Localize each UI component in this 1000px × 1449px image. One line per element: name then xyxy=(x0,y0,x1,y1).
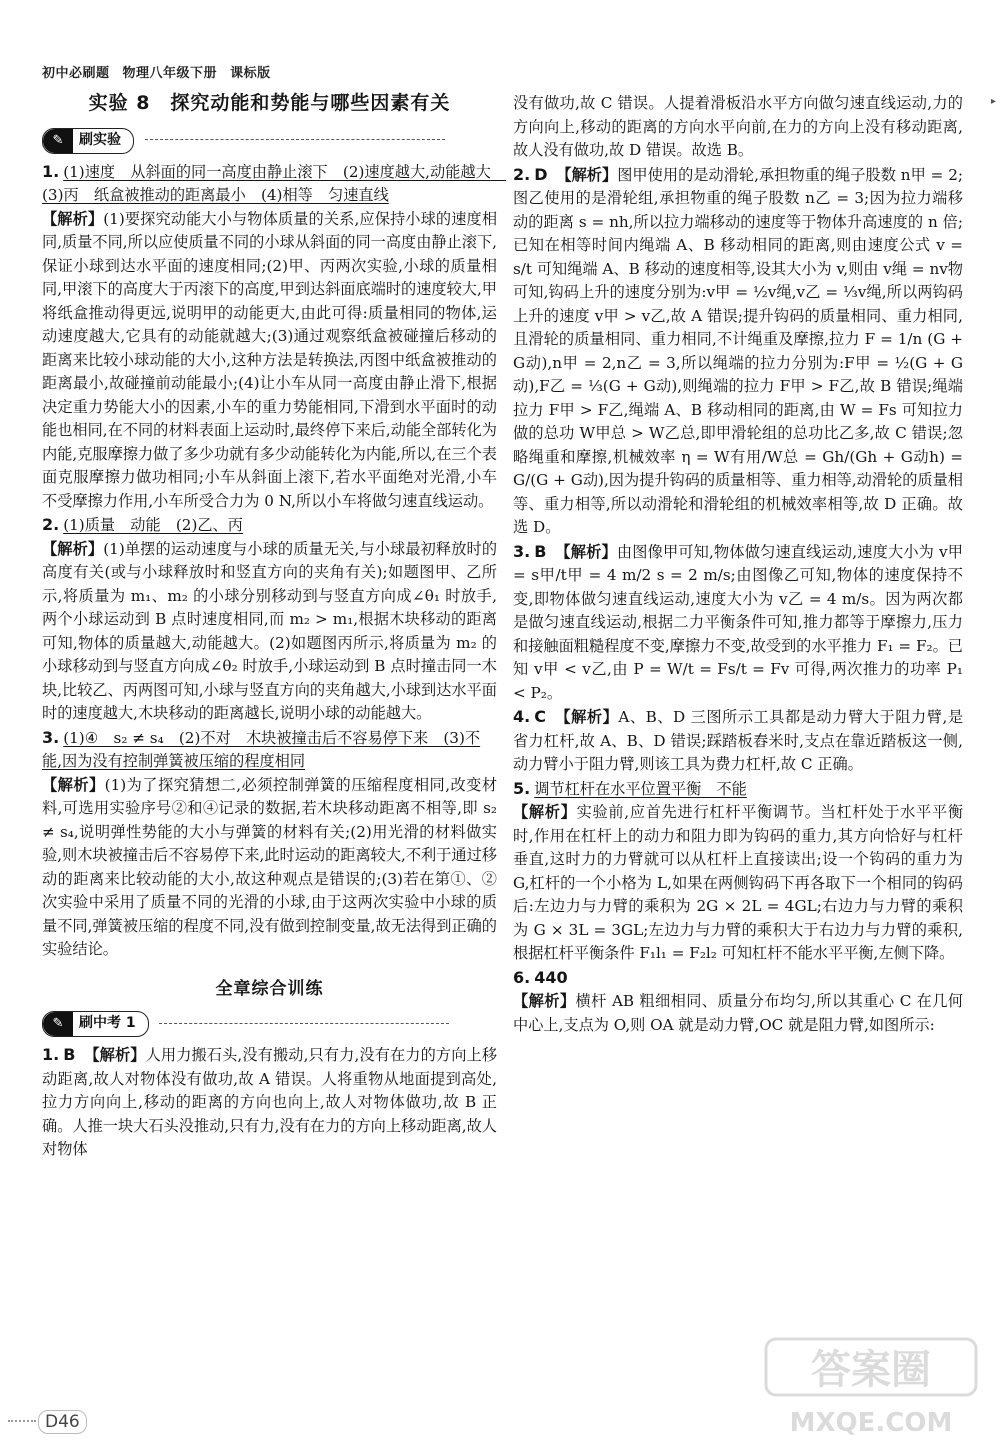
item-answer: B xyxy=(534,541,547,561)
tag-divider xyxy=(159,1023,449,1024)
item-number: 2. xyxy=(42,515,60,534)
item-number: 5. xyxy=(513,778,531,798)
chapter-tag xyxy=(42,1011,149,1037)
analysis-text: 横杆 AB 粗细相同、质量分布均匀,所以其重心 C 在几何中心上,支点为 O,则 OA 就是动力臂,OC 就是阻力臂,如图所示: xyxy=(513,992,964,1034)
tag-divider xyxy=(145,139,445,140)
analysis-label: 【解析】 xyxy=(555,542,617,561)
analysis-text: 图甲使用的是动滑轮,承担物重的绳子股数 n甲 = 2;图乙使用的是滑轮组,承担物重的绳子股数 n乙 = 3;因为拉力端移动的距离 s = nh,所以拉力端移动的速度等于物体升高速度的 n 倍;已知在相等时间内绳端 A、B 移动相同的距离,则由速度公式 v = s/t 可知绳端 A、B 移动的速度相等,设其大小为 v,则由 v绳 = nv物 可知,钩码上升的速度分别为:v甲 = ½v绳,v乙 = ⅓v绳,所以两钩码上升的速度 v甲 > v乙,故 A 错误;提升钩码的质量相同、重力相同,且滑轮的质量相同、重力相同,不计绳重及摩擦,拉力 F = 1/n (G + G动),n甲 = 2,n乙 = 3,所以绳端的拉力分别为:F甲 = ½(G + G动),F乙 = ⅓(G + G动),则绳端的拉力 F甲 > F乙,故 B 错误;绳端拉力 F甲 > F乙,绳端 A、B 移动相同的距离,由 W = Fs 可知拉力做的总功 W甲总 > W乙总,即甲滑轮组的总功比乙多,故 C 错误;忽略绳重和摩擦,机械效率 η = W有用/W总 = Gh/(Gh + G动h) = G/(G + G动),因为提升钩码的质量相等、重力相等,动滑轮的质量相等、重力相等,所以动滑轮和滑轮组的机械效率相等,故 D 正确。故选 D。 xyxy=(513,165,963,536)
analysis-text: (1)为了探究猜想二,必须控制弹簧的压缩程度相同,改变材料,可选用实验序号②和④记录的数据,若木块移动距离不相等,即 s₂ ≠ s₄,说明弹性势能的大小与弹簧的材料有关;(2)用光滑的材料做实验,则木块被撞击后不容易停下来,此时运动的距离较大,不利于通过移动的距离来比较动能的大小,故这种观点是错误的;(3)若在第①、②次实验中采用了质量不同的光滑的小球,由于这两次实验中小球的质量不同,弹簧被压缩的程度不同,没有做到控制变量,故无法得到正确的实验结论。 xyxy=(42,775,498,958)
chapter-tag-label: 刷中考 1 xyxy=(79,1015,136,1032)
subject-name: 物理八年级下册 xyxy=(122,66,218,81)
item-number: 1. xyxy=(42,1045,60,1064)
item-answer: (1)速度 从斜面的同一高度由静止滚下 (2)速度越大,动能越大 (3)丙 纸盒被推动的距离最小 (4)相等 匀速直线 xyxy=(42,162,506,204)
series-name: 初中必刷题 xyxy=(42,66,110,81)
analysis-text: A、B、D 三图所示工具都是动力臂大于阻力臂,是省力杠杆,故 A、B、D 错误;踩踏板舂米时,支点在靠近踏板这一侧,动力臂小于阻力臂,则该工具为费力杠杆,故 C 正确。 xyxy=(513,708,964,773)
analysis-label: 【解析】 xyxy=(42,209,104,228)
page-header xyxy=(42,62,279,81)
item-number: 4. xyxy=(513,707,531,726)
edition-name: 课标版 xyxy=(230,66,271,81)
analysis-text: (1)单摆的运动速度与小球的质量无关,与小球最初释放时的高度有关(或与小球释放时和竖直方向的夹角有关);如题图甲、乙所示,将质量为 m₁、m₂ 的小球分别移动到与竖直方向成∠θ₁ 时放手,两个小球运动到 B 点时速度相同,而 m₂ > m₁,根据木块移动的距离可知,物体的质量越大,动能越大。(2)如题图丙所示,将质量为 m₂ 的小球移动到与竖直方向成∠θ₂ 时放手,小球运动到 B 点时撞击同一木块,比较乙、丙两图可知,小球与竖直方向的夹角越大,小球到达水平面时的速度越大,木块移动的距离越长,说明小球的动能越大。 xyxy=(42,539,498,722)
right-item-continued xyxy=(513,92,963,163)
item-number: 3. xyxy=(513,541,531,561)
right-item-2 xyxy=(513,163,963,540)
analysis-label: 【解析】 xyxy=(556,165,618,184)
item-answer: 440 xyxy=(534,967,568,987)
item-answer: (1)④ s₂ ≠ s₄ (2)不对 木块被撞击后不容易停下来 (3)不能,因为没有控制弹簧被压缩的程度相同 xyxy=(42,728,481,770)
left-item-2 xyxy=(42,513,497,726)
item-answer: B xyxy=(63,1045,76,1064)
left-item-3 xyxy=(42,726,497,962)
right-item-5 xyxy=(513,777,963,966)
chapter-title: 全章综合训练 xyxy=(215,978,324,999)
brush-icon: ✎ xyxy=(43,129,73,153)
analysis-text: 实验前,应首先进行杠杆平衡调节。当杠杆处于水平平衡时,作用在杠杆上的动力和阻力即为钩码的重力,其方向恰好与杠杆垂直,这时力的力臂就可以从杠杆上直接读出;设一个钩码的重力为 G,杠杆的一个小格为 L,如果在两侧钩码下再各取下一个相同的钩码后:左边力与力臂的乘积为 2G × 2L = 4GL;右边力与力臂的乘积为 G × 3L = 3GL;左边力与力臂的乘积大于右边力与力臂的乘积,根据杠杆平衡条件 F₁l₁ = F₂l₂ 可知杠杆不能水平平衡,左侧下降。 xyxy=(513,803,964,962)
analysis-text: 人用力搬石头,没有搬动,只有力,没有在力的方向上移动距离,故人对物体没有做功,故 A 错误。人将重物从地面提到高处,拉力方向向上,移动的距离的方向也向上,故人对物体做功,故 B 正确。人推一块大石头没推动,只有力,没有在力的方向上移动距离,故人对物体 xyxy=(42,1046,498,1158)
experiment-tag xyxy=(42,128,134,154)
item-number: 2. xyxy=(513,164,531,184)
right-item-6 xyxy=(513,966,963,1038)
analysis-label: 【解析】 xyxy=(42,539,104,558)
page-number: D46 xyxy=(38,1410,87,1434)
left-item-1 xyxy=(42,160,506,514)
left-column xyxy=(42,88,506,1162)
experiment-title: 实验 8 探究动能和势能与哪些因素有关 xyxy=(88,92,451,114)
left-tail-item xyxy=(42,1043,497,1162)
page-number-dots xyxy=(8,1420,36,1422)
analysis-text: 由图像甲可知,物体做匀速直线运动,速度大小为 v甲 = s甲/t甲 = 4 m/2 s = 2 m/s;由图像乙可知,物体的速度保持不变,即物体做匀速直线运动,速度大小为 v乙 = 4 m/s。因为两次都是做匀速直线运动,根据二力平衡条件可知,推力都等于摩擦力,压力和接触面粗糙程度不变,摩擦力不变,故受到的水平推力 F₁ = F₂。已知 v甲 < v乙,由 P = W/t = Fs/t = Fv 可得,两次推力的功率 P₁ < P₂。 xyxy=(513,542,963,702)
watermark-text: 答案圈 xyxy=(811,1347,931,1393)
analysis-text: 没有做功,故 C 错误。人提着滑板沿水平方向做匀速直线运动,力的方向向上,移动的距离的方向水平向前,在力的方向上没有移动距离,故人没有做功,故 D 错误。故选 B。 xyxy=(513,94,963,159)
item-number: 6. xyxy=(513,967,531,987)
analysis-label: 【解析】 xyxy=(513,803,577,821)
analysis-label: 【解析】 xyxy=(84,1046,146,1064)
item-answer: 调节杠杆在水平位置平衡 不能 xyxy=(534,779,747,798)
experiment-tag-label: 刷实验 xyxy=(79,131,121,148)
right-column xyxy=(513,92,963,1037)
right-item-4 xyxy=(513,705,963,777)
item-answer: D xyxy=(534,164,548,184)
analysis-label: 【解析】 xyxy=(42,775,105,794)
experiment-tag-row xyxy=(42,126,497,160)
right-item-3 xyxy=(513,540,963,706)
item-number: 3. xyxy=(42,727,60,747)
margin-mark: ▸ xyxy=(990,96,996,107)
watermark-url: MXQE.COM xyxy=(789,1408,953,1438)
item-answer: (1)质量 动能 (2)乙、丙 xyxy=(63,516,243,534)
watermark xyxy=(756,1333,986,1443)
analysis-text: (1)要探究动能大小与物体质量的关系,应保持小球的速度相同,质量不同,所以应使质量不同的小球从斜面的同一高度由静止滚下,保证小球到达水平面的速度相同;(2)甲、丙两次实验,小球的质量相同,甲滚下的高度大于丙滚下的高度,甲到达斜面底端时的速度较大,甲将纸盒推动得更远,说明甲的动能更大,由此可得:质量相同的物体,运动速度越大,它具有的动能就越大;(3)通过观察纸盒被碰撞后移动的距离来比较小球动能的大小,这种方法是转换法,丙图中纸盒被推动的距离最小,故碰撞前动能最小;(4)让小车从同一高度由静止滑下,根据决定重力势能大小的因素,小车的重力势能相同,下滑到水平面时的动能也相同,在不同的材料表面上运动时,最终停下来后,动能全部转化为内能,克服摩擦力做了多少功就有多少动能转化为内能,所以,在三个表面克服摩擦力做功相同;小车从斜面上滚下,若水平面绝对光滑,小车不受摩擦力作用,小车所受合力为 0 N,所以小车将做匀速直线运动。 xyxy=(42,209,498,510)
brush-icon: ✎ xyxy=(43,1012,73,1036)
chapter-tag-row xyxy=(42,1009,497,1043)
item-number: 1. xyxy=(42,161,60,181)
analysis-label: 【解析】 xyxy=(555,708,619,726)
analysis-label: 【解析】 xyxy=(513,992,576,1010)
item-answer: C xyxy=(534,707,546,726)
